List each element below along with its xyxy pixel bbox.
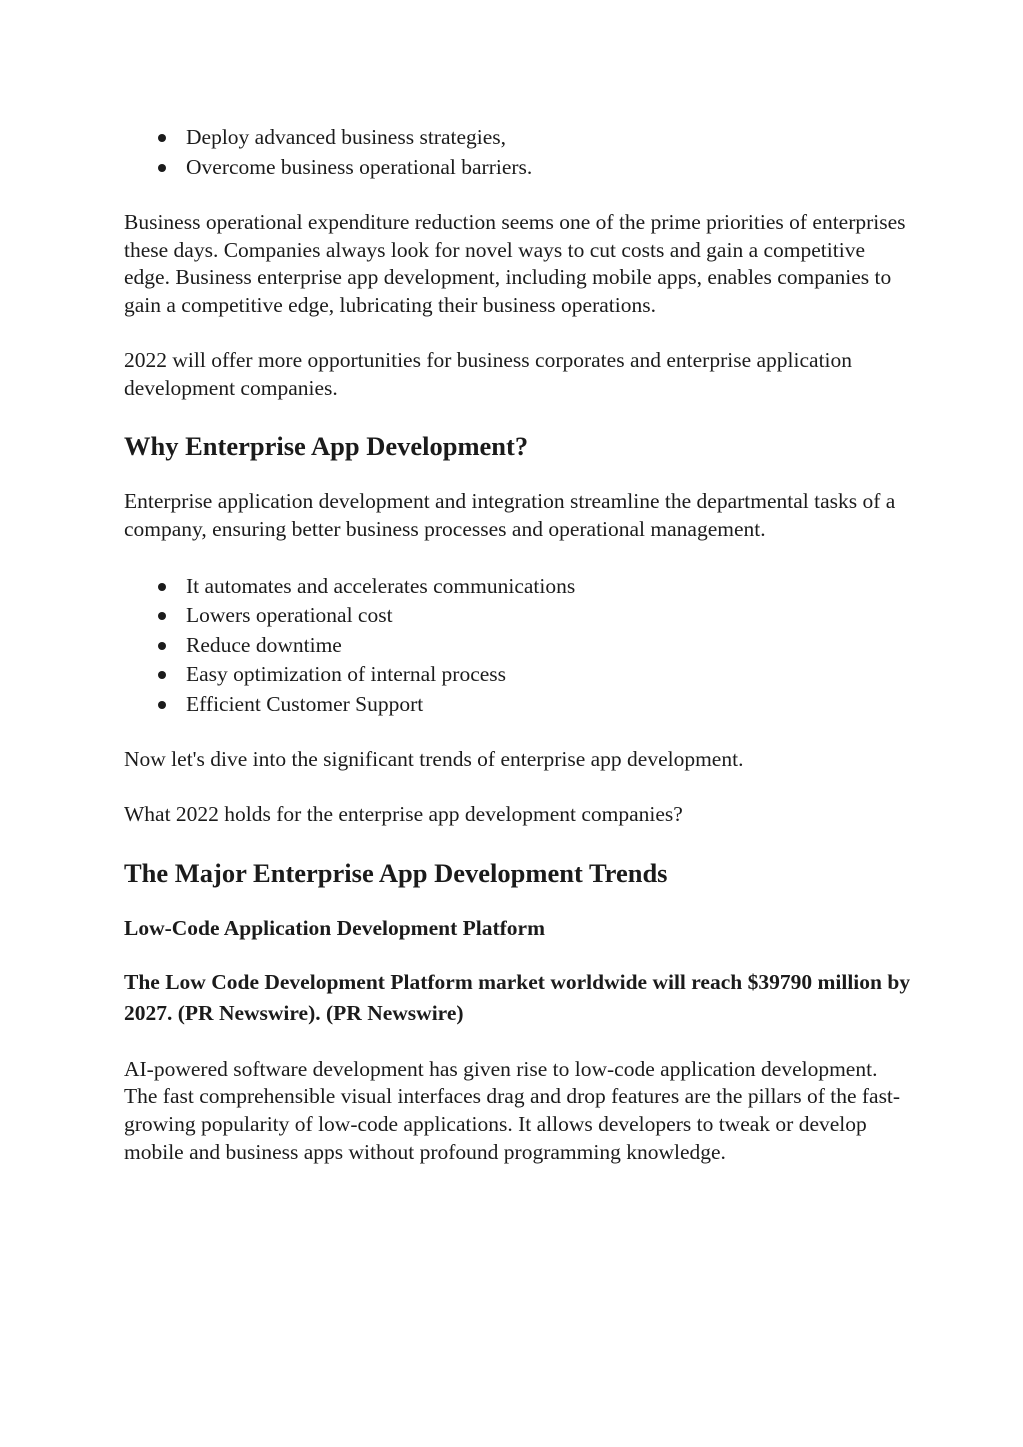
section-heading-trends: The Major Enterprise App Development Trends bbox=[124, 857, 668, 888]
benefits-bullet-list bbox=[124, 572, 914, 720]
list-item-text: Reduce downtime bbox=[186, 632, 342, 657]
section-heading-why: Why Enterprise App Development? bbox=[124, 431, 529, 462]
bullet-icon bbox=[158, 642, 166, 650]
paragraph-dive-trends: Now let's dive into the significant trends of enterprise app development. bbox=[124, 747, 744, 772]
list-item bbox=[124, 690, 914, 720]
document-body bbox=[124, 123, 914, 1166]
list-item-text: Easy optimization of internal process bbox=[186, 662, 507, 687]
paragraph-cost-reduction: Business operational expenditure reduction seems one of the prime priorities of enterprises these days. Companies always look for novel ways to cut costs and gain a competitive edge. Business enterprise app development, including mobile apps, enables companies to gain a competitive edge, lubricating their business operations. bbox=[124, 210, 906, 318]
paragraph-lowcode: AI-powered software development has given rise to low-code application development. The fast comprehensible visual interfaces drag and drop features are the pillars of the fast-growing popularity of low-code applications. It allows developers to tweak or develop mobile and business apps without profound programming knowledge. bbox=[124, 1056, 901, 1164]
bullet-icon bbox=[158, 134, 166, 142]
list-item-text: Overcome business operational barriers. bbox=[186, 154, 533, 179]
lowcode-market-stat: The Low Code Development Platform market worldwide will reach $39790 million by 2027. (PR Newswire). (PR Newswire) bbox=[124, 969, 911, 1025]
bullet-icon bbox=[158, 701, 166, 709]
paragraph-question: What 2022 holds for the enterprise app development companies? bbox=[124, 801, 683, 826]
subheading-lowcode: Low-Code Application Development Platform bbox=[124, 915, 546, 940]
list-item-text: It automates and accelerates communications bbox=[186, 573, 576, 598]
list-item bbox=[124, 631, 914, 661]
bullet-icon bbox=[158, 671, 166, 679]
strategy-bullet-list bbox=[124, 123, 914, 182]
list-item bbox=[124, 601, 914, 631]
list-item bbox=[124, 572, 914, 602]
paragraph-why: Enterprise application development and integration streamline the departmental tasks of a company, ensuring better business processes and operational management. bbox=[124, 489, 896, 541]
list-item-text: Deploy advanced business strategies, bbox=[186, 125, 507, 149]
list-item-text: Lowers operational cost bbox=[186, 603, 393, 628]
list-item bbox=[124, 660, 914, 690]
bullet-icon bbox=[158, 164, 166, 172]
bullet-icon bbox=[158, 612, 166, 620]
list-item bbox=[124, 153, 914, 183]
paragraph-2022-opportunities: 2022 will offer more opportunities for business corporates and enterprise application development companies. bbox=[124, 347, 853, 400]
bullet-icon bbox=[158, 583, 166, 591]
list-item bbox=[124, 123, 914, 153]
list-item-text: Efficient Customer Support bbox=[186, 691, 424, 716]
